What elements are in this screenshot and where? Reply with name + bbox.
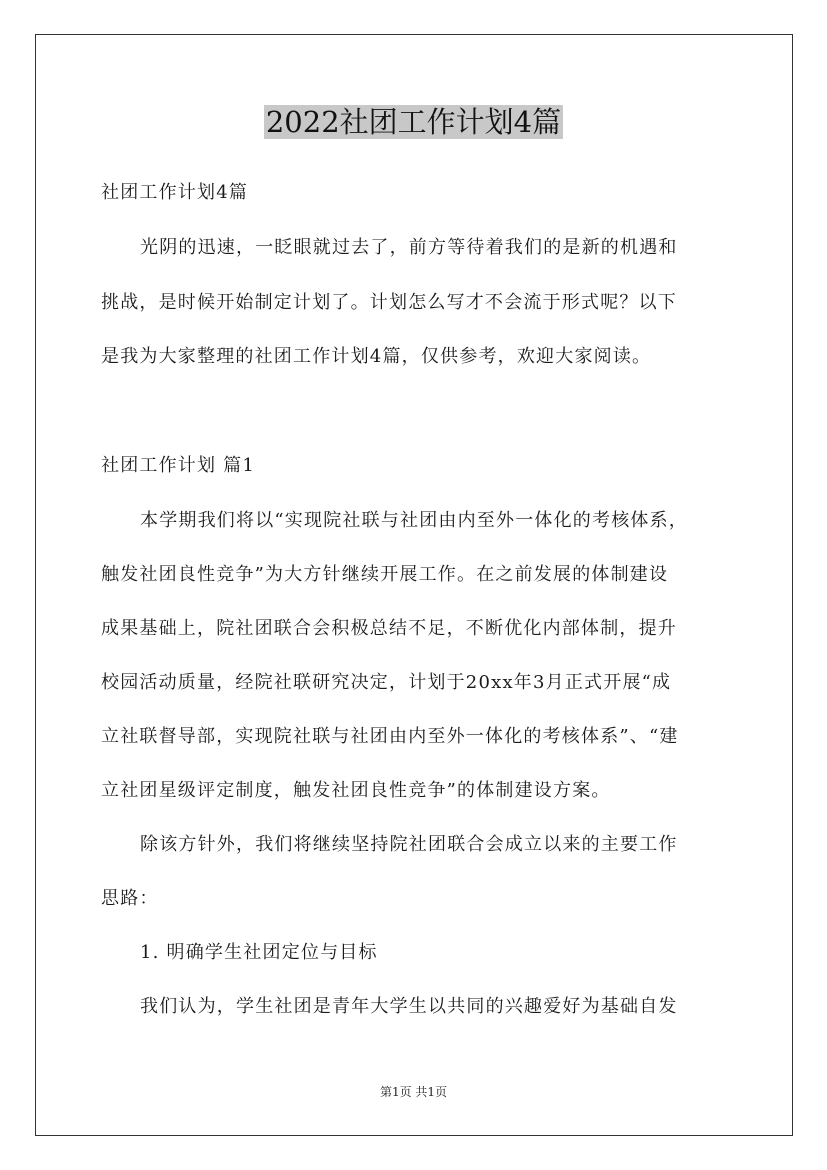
body-paragraph-line: 我们认为，学生社团是青年大学生以共同的兴趣爱好为基础自发 [140,996,678,1017]
body-paragraph-line: 成果基础上，院社团联合会积极总结不足，不断优化内部体制，提升 [101,618,677,639]
intro-paragraph-line: 挑战，是时候开始制定计划了。计划怎么写才不会流于形式呢？以下 [101,292,677,313]
body-paragraph-line: 除该方针外，我们将继续坚持院社团联合会成立以来的主要工作 [140,834,678,855]
document-title-text: 2022社团工作计划4篇 [265,105,562,139]
intro-paragraph-line: 是我为大家整理的社团工作计划4篇，仅供参考，欢迎大家阅读。 [101,346,652,367]
body-paragraph-line: 校园活动质量，经院社联研究决定，计划于20xx年3月正式开展“成 [101,672,672,693]
intro-paragraph-line: 光阴的迅速，一眨眼就过去了，前方等待着我们的是新的机遇和 [140,237,678,258]
body-paragraph-line: 触发社团良性竞争”为大方针继续开展工作。在之前发展的体制建设 [101,564,669,585]
body-paragraph-line: 思路： [101,888,159,909]
list-item-heading: 1. 明确学生社团定位与目标 [140,942,378,963]
body-paragraph-line: 本学期我们将以“实现院社联与社团由内至外一体化的考核体系， [140,510,688,531]
page-footer: 第1页 共1页 [379,1085,448,1099]
document-title [0,100,827,144]
body-paragraph-line: 立社团星级评定制度，触发社团良性竞争”的体制建设方案。 [101,780,611,801]
subtitle-line: 社团工作计划4篇 [101,182,249,203]
body-paragraph-line: 立社联督导部，实现院社联与社团由内至外一体化的考核体系”、“建 [101,726,679,747]
section-heading: 社团工作计划 篇1 [101,455,255,476]
